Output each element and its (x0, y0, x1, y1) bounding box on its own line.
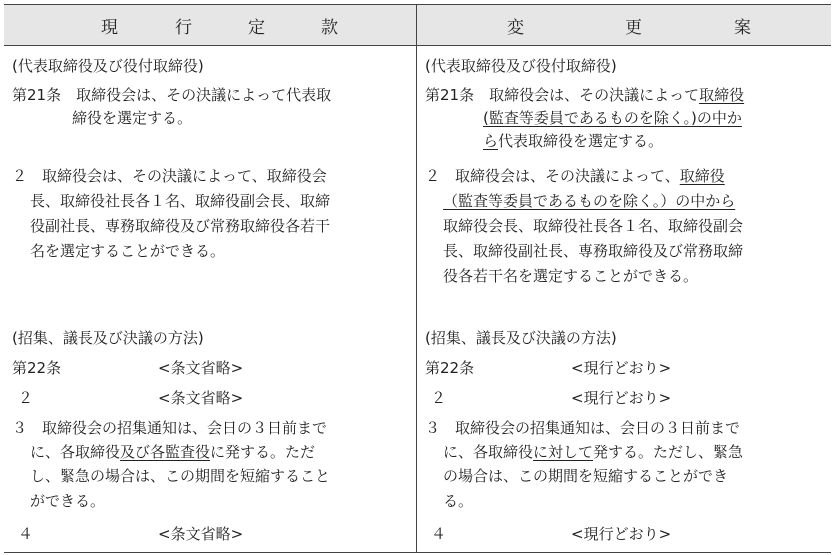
header-char: 更 (625, 18, 642, 38)
article-21-para-2: 役副社長、専務取締役及び常務取締役各若干 (30, 217, 331, 235)
article-21-para-2: ２ 取締役会は、その決議によって、取締役 (425, 167, 725, 185)
article-22-para-4-text: <現行どおり> (571, 525, 672, 543)
article-22-para-3: に、各取締役に対して発する。ただし、緊急 (443, 443, 744, 461)
proposed-header (417, 5, 831, 46)
article-21-para-2: 取締役会長、取締役社長各１名、取締役副会 (443, 217, 744, 235)
article-22-number: 第22条 (12, 359, 62, 377)
header-char: 変 (507, 18, 524, 38)
header-char: 行 (175, 18, 192, 38)
article-22-para-3: ３ 取締役会の招集通知は、会日の３日前まで (425, 419, 741, 437)
underlined-change: （監査等委員であるものを除く。）の中から (443, 192, 736, 210)
underlined-change: (監査等委員であるものを除く。)の中か (483, 109, 742, 127)
article-22-para-4-text: <条文省略> (158, 525, 244, 543)
article-22-para-2-number: ２ (18, 389, 34, 407)
article-22-para-3: に、各取締役及び各監査役に発する。ただ (30, 443, 316, 461)
article-21-para-2 (443, 191, 735, 212)
article-22-para-4-number: ４ (431, 525, 447, 543)
article-21-heading: (代表取締役及び役付取締役) (12, 57, 204, 75)
article-21-para-2: ２ 取締役会は、その決議によって、取締役会 (12, 167, 327, 185)
article-22-text: <現行どおり> (571, 359, 672, 377)
column-divider (416, 5, 417, 552)
underlined-change: ら (483, 132, 499, 150)
underlined-change: に対して (533, 443, 594, 461)
header-char: 定 (248, 18, 265, 38)
article-21-text: 第21条 取締役会は、その決議によって取締役 (425, 86, 745, 104)
amendment-table (4, 4, 831, 553)
article-21-para-2: 名を選定することができる。 (30, 242, 226, 260)
article-22-number: 第22条 (425, 359, 475, 377)
article-22-para-3: し、緊急の場合は、この期間を短縮すること (30, 467, 331, 485)
article-22-para-4-number: ４ (18, 525, 34, 543)
article-21-heading: (代表取締役及び役付取締役) (425, 57, 617, 75)
current-header-title (4, 5, 416, 45)
article-21-para-2: 長、取締役社長各１名、取締役副会長、取締 (30, 192, 331, 210)
article-21-text (483, 108, 742, 129)
proposed-header-title (417, 5, 831, 45)
header-char: 款 (321, 18, 338, 38)
underlined-change: 取締役 (679, 167, 725, 185)
article-22-para-2-text: <条文省略> (158, 389, 244, 407)
article-21-para-2: 長、取締役副社長、専務取締役及び常務取締 (443, 242, 744, 260)
article-22-para-3: ３ 取締役会の招集通知は、会日の３日前まで (12, 419, 328, 437)
article-22-para-3: る。 (443, 492, 474, 510)
current-header (4, 5, 416, 46)
article-21-para-2: 役各若干名を選定することができる。 (443, 267, 699, 285)
article-22-para-3: の場合は、この期間を短縮することができ (443, 467, 729, 485)
article-22-heading: (招集、議長及び決議の方法) (12, 329, 204, 347)
article-22-para-3: ができる。 (30, 492, 106, 510)
underlined-change: 取締役 (699, 86, 745, 104)
article-21-text: ら代表取締役を選定する。 (483, 132, 664, 150)
article-21-text: 第21条 取締役会は、その決議によって代表取 (12, 86, 332, 104)
underlined-change: 及び各監査役 (120, 443, 211, 461)
article-22-heading: (招集、議長及び決議の方法) (425, 329, 617, 347)
article-22-para-2-text: <現行どおり> (571, 389, 672, 407)
header-char: 現 (101, 18, 118, 38)
article-21-text: 締役を選定する。 (72, 109, 193, 127)
header-char: 案 (734, 18, 751, 38)
article-22-para-2-number: ２ (431, 389, 447, 407)
article-22-text: <条文省略> (158, 359, 244, 377)
